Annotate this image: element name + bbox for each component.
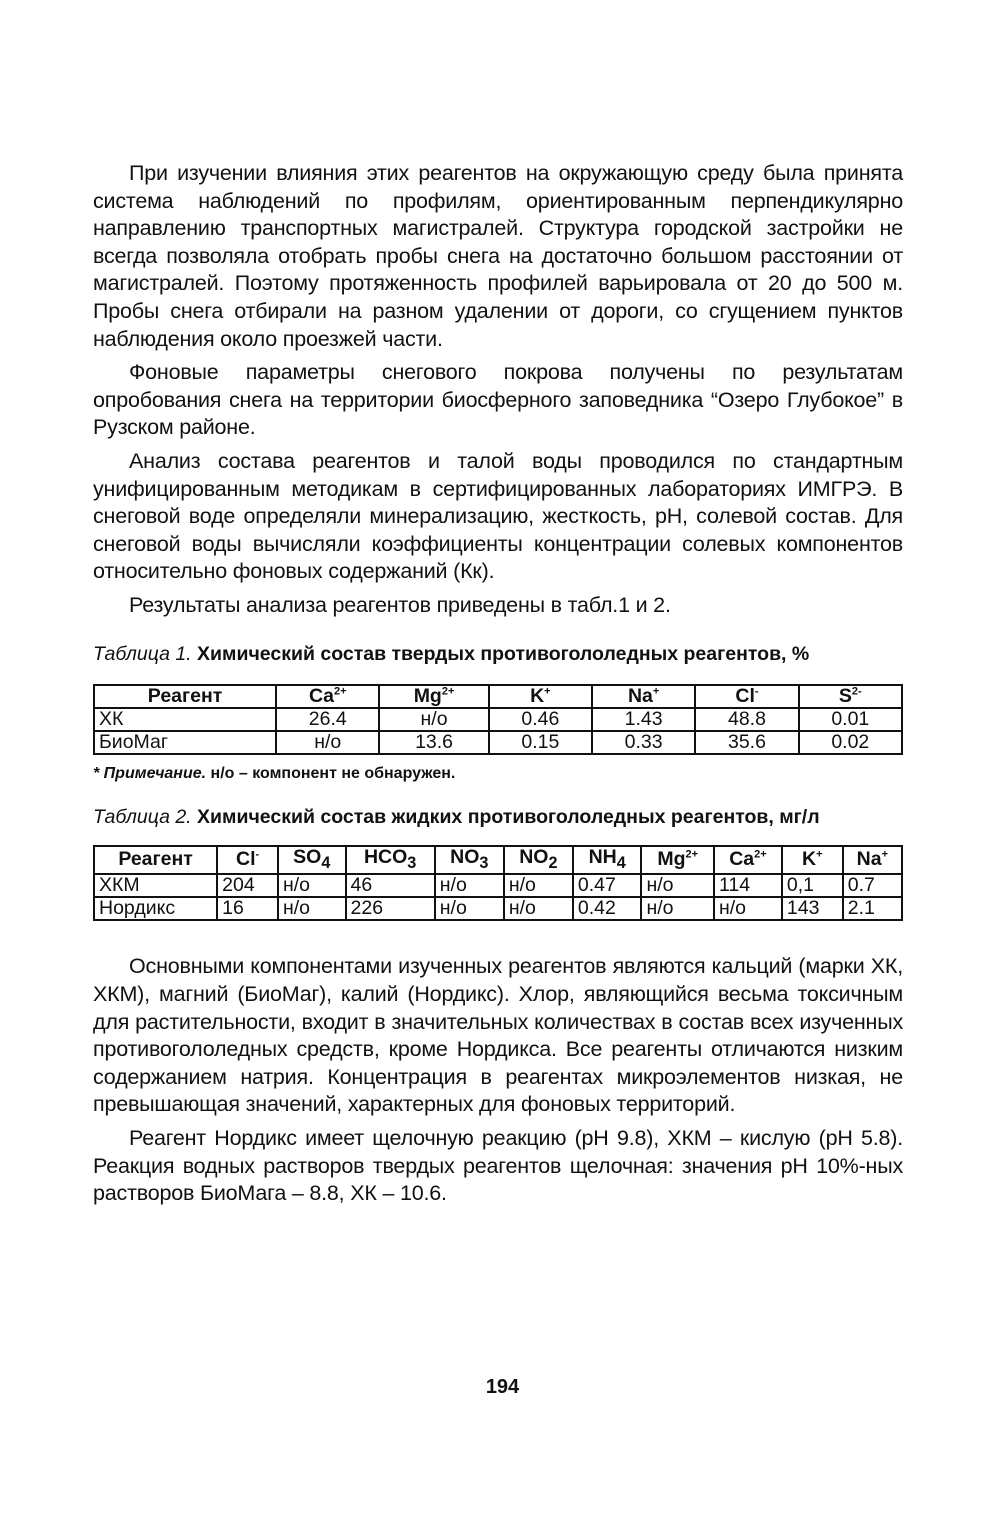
table-cell: 0.47 [573, 874, 642, 897]
paragraph: Результаты анализа реагентов приведены в табл.1 и 2. [129, 592, 671, 617]
header-label: Mg [413, 684, 442, 707]
table1-header-cell [94, 685, 276, 708]
table-cell: 0.7 [843, 874, 902, 897]
header-label: HCO [363, 845, 408, 868]
header-label: Ca [309, 684, 334, 707]
header-superscript: 2+ [685, 848, 699, 861]
table2-caption [93, 805, 903, 829]
table-cell: 26.4 [276, 708, 379, 731]
header-label: NH [588, 845, 617, 868]
table2-header-cell [217, 846, 278, 875]
table2-header-cell [435, 846, 504, 875]
header-subscript: 4 [321, 853, 331, 872]
table-row [94, 731, 902, 754]
header-superscript: + [816, 848, 823, 861]
table-cell: ХК [94, 708, 276, 731]
table-cell: н/о [379, 708, 488, 731]
table-cell: н/о [504, 897, 573, 920]
table-cell: БиоМаг [94, 731, 276, 754]
table-cell: 0,1 [782, 874, 843, 897]
table1-header-cell [489, 685, 592, 708]
header-label: NO [450, 845, 480, 868]
table-cell: ХКМ [94, 874, 217, 897]
header-superscript: + [652, 685, 660, 697]
table1-header-row [94, 685, 902, 708]
note-label: * Примечание. [93, 764, 207, 782]
table1-header-cell [276, 685, 379, 708]
table2-body [94, 874, 902, 920]
header-label: SO [293, 845, 322, 868]
header-superscript: 2+ [333, 685, 347, 697]
table-cell: Нордикс [94, 897, 217, 920]
header-superscript: - [255, 848, 260, 861]
table2-header-cell [94, 846, 217, 875]
table1-header-cell [799, 685, 902, 708]
paragraph: Анализ состава реагентов и талой воды проводился по стандартным унифицированным методикам в сертифицированных лабораториях ИМГРЭ. В снеговой воде определяли минерализацию, жесткость, pH, солевой состав. Для снеговой воды вычисляли коэффициенты концентрации солевых компонентов относительно фоновых содержаний (Кк). [93, 448, 903, 584]
table1-note [93, 765, 903, 783]
table2-header-row [94, 846, 902, 875]
paragraph: Реагент Нордикс имеет щелочную реакцию (pH 9.8), ХКМ – кислую (pH 5.8). Реакция водных растворов твердых реагентов щелочная: значения pH 10%-ных растворов БиоМага – 8.8, ХК – 10.6. [93, 1125, 903, 1206]
table1-header-cell [695, 685, 798, 708]
page-body [93, 160, 903, 1208]
table-cell: 114 [714, 874, 782, 897]
header-label: Реагент [147, 684, 223, 707]
table-row [94, 708, 902, 731]
table-cell: н/о [714, 897, 782, 920]
table-cell: 0.46 [489, 708, 592, 731]
table1-header-cell [379, 685, 488, 708]
table-cell: 0.02 [799, 731, 902, 754]
table1-caption [93, 642, 903, 666]
header-label: Na [627, 684, 653, 707]
table2-header-cell [573, 846, 642, 875]
header-subscript: 2 [548, 853, 558, 872]
table-cell: 226 [346, 897, 435, 920]
table-cell: 143 [782, 897, 843, 920]
table2-header-cell [714, 846, 782, 875]
table-cell: 16 [217, 897, 278, 920]
table-cell: н/о [504, 874, 573, 897]
paragraph: Фоновые параметры снегового покрова получены по результатам опробования снега на территории биосферного заповедника “Озеро Глубокое” в Рузском районе. [93, 360, 903, 440]
table-cell: 204 [217, 874, 278, 897]
table2-header-cell [843, 846, 902, 875]
header-label: K [530, 684, 545, 707]
paragraph: Основными компонентами изученных реагентов являются кальций (марки ХК, ХКМ), магний (БиоМаг), калий (Нордикс). Хлор, являющийся весьма токсичным для растительности, входит в значительных количествах в состав всех изученных противогололедных средств, кроме Нордикса. Все реагенты отличаются низким содержанием натрия. Концентрация в реагентах микроэлементов низкая, не превышающая значений, характерных для фоновых территорий. [93, 954, 903, 1117]
table2-header-cell [782, 846, 843, 875]
table-cell: н/о [435, 897, 504, 920]
table-cell: 0.15 [489, 731, 592, 754]
table-cell: 0.42 [573, 897, 642, 920]
table-cell: 2.1 [843, 897, 902, 920]
table-cell: 0.33 [592, 731, 695, 754]
table-cell: н/о [276, 731, 379, 754]
header-subscript: 4 [616, 853, 626, 872]
header-superscript: 2+ [754, 848, 767, 861]
paragraph: При изучении влияния этих реагентов на окружающую среду была принята система наблюдений по профилям, ориентированным перпендикулярно направлению транспортных магистралей. Структура городской застройки не всегда позволяла отобрать пробы снега на достаточно большом расстоянии от магистралей. Поэтому протяженность профилей варьировала от 20 до 500 м. Пробы снега отбирали на разном удалении от дороги, со сгущением пунктов наблюдения около проезжей части. [93, 161, 903, 351]
header-superscript: 2- [851, 685, 862, 697]
table-cell: 0.01 [799, 708, 902, 731]
table2 [93, 845, 903, 922]
header-label: S [838, 684, 852, 707]
table2-caption-number: Таблица 2. [93, 805, 192, 828]
header-superscript: 2+ [441, 685, 455, 697]
table-cell: н/о [641, 897, 714, 920]
table1-body [94, 708, 902, 754]
header-superscript: + [544, 685, 551, 697]
header-label: NO [519, 845, 549, 868]
table-cell: н/о [435, 874, 504, 897]
page-number: 194 [485, 1376, 520, 1398]
table2-header-cell [278, 846, 346, 875]
table-cell: н/о [278, 897, 346, 920]
header-label: Реагент [118, 848, 193, 871]
table2-caption-text: Химический состав жидких противогололедных реагентов, мг/л [197, 805, 820, 828]
table-cell: н/о [278, 874, 346, 897]
note-text: н/о – компонент не обнаружен. [210, 764, 456, 782]
header-label: Na [856, 848, 882, 871]
table-cell: 13.6 [379, 731, 488, 754]
header-subscript: 3 [479, 853, 489, 872]
table-cell: 35.6 [695, 731, 798, 754]
table-cell: 46 [346, 874, 435, 897]
table1-header-cell [592, 685, 695, 708]
table2-header-cell [346, 846, 435, 875]
header-superscript: - [754, 685, 759, 697]
header-superscript: + [881, 848, 889, 861]
table-cell: 48.8 [695, 708, 798, 731]
header-label: K [802, 848, 817, 871]
table1-caption-number: Таблица 1. [93, 642, 192, 665]
header-label: Cl [235, 848, 256, 871]
header-subscript: 3 [407, 853, 417, 872]
table2-header-cell [504, 846, 573, 875]
header-label: Cl [735, 684, 755, 707]
table-row [94, 874, 902, 897]
header-label: Mg [657, 848, 686, 871]
table1 [93, 684, 903, 755]
table-cell: 1.43 [592, 708, 695, 731]
table1-caption-text: Химический состав твердых противогололедных реагентов, % [197, 642, 810, 665]
table-row [94, 897, 902, 920]
table-cell: н/о [641, 874, 714, 897]
header-label: Ca [729, 848, 755, 871]
table2-header-cell [641, 846, 714, 875]
